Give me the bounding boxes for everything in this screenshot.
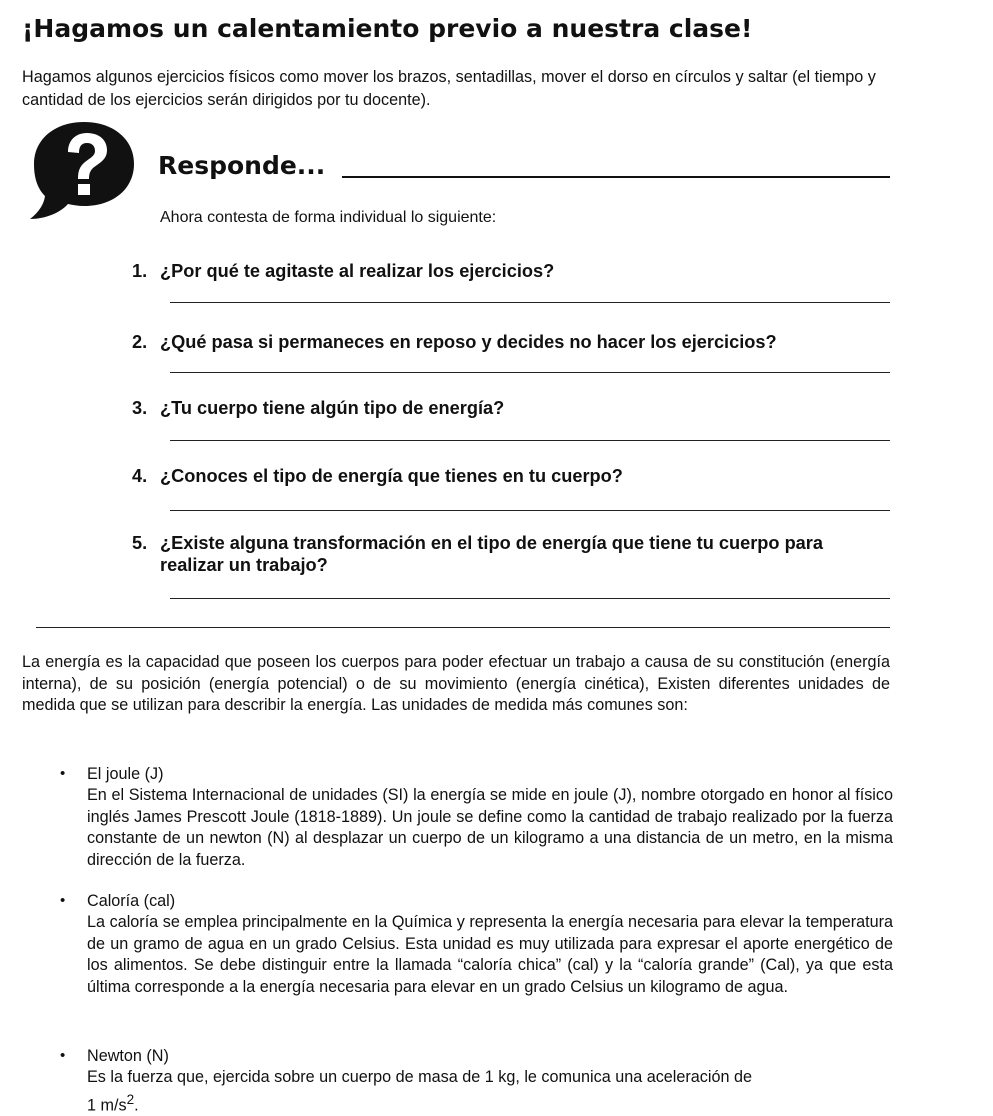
question-text: ¿Existe alguna transformación en el tipo de energía que tiene tu cuerpo para realizar un trabajo? — [160, 533, 823, 575]
unit-newton-description — [87, 1067, 893, 1116]
answer-line-5 — [170, 598, 890, 599]
instruction-text: Ahora contesta de forma individual lo siguiente: — [160, 209, 497, 226]
page-title: ¡Hagamos un calentamiento previo a nuestra clase! — [22, 14, 753, 43]
unit-caloria-title: Caloría (cal) — [87, 892, 176, 910]
unit-newton-title: Newton (N) — [87, 1047, 169, 1065]
responde-answer-line — [342, 176, 890, 178]
question-5 — [132, 532, 890, 576]
bullet-icon: • — [60, 1047, 66, 1064]
unit-caloria-description: La caloría se emplea principalmente en la Química y representa la energía necesaria para elevar la temperatura de un gramo de agua en un grado Celsius. Esta unidad es muy utilizada para expresar el aporte energético de los alimentos. Se debe distinguir entre la llamada “caloría chica” (cal) y la “caloría grande” (Cal), ya que esta última corresponde a la energía necesaria para elevar en un grado Celsius un kilogramo de agua. — [87, 913, 893, 996]
newton-unit-exponent: 2 — [126, 1091, 135, 1107]
energy-paragraph: La energía es la capacidad que poseen los cuerpos para poder efectuar un trabajo a causa de su constitución (energía interna), de su posición (energía potencial) o de su movimiento (energía cinética), Existen diferentes unidades de medida que se utilizan para describir la energía. Las unidades de medida más comunes son: — [22, 653, 890, 714]
question-4 — [132, 465, 623, 487]
newton-unit-value: 1 m/s — [87, 1095, 127, 1114]
answer-line-extra — [36, 627, 890, 628]
question-3 — [132, 397, 504, 419]
question-text: ¿Qué pasa si permaneces en reposo y decides no hacer los ejercicios? — [160, 332, 777, 352]
newton-unit-end: . — [134, 1095, 139, 1114]
question-number: 3. — [132, 398, 148, 418]
question-2 — [132, 331, 777, 353]
intro-text: Hagamos algunos ejercicios físicos como mover los brazos, sentadillas, mover el dorso en círculos y saltar (el tiempo y cantidad de los ejercicios serán dirigidos por tu docente). — [22, 68, 876, 109]
answer-line-2 — [170, 372, 890, 373]
answer-line-3 — [170, 440, 890, 441]
question-number: 1. — [132, 261, 148, 281]
question-text: ¿Por qué te agitaste al realizar los ejercicios? — [160, 261, 555, 281]
answer-line-4 — [170, 510, 890, 511]
bullet-icon: • — [60, 765, 66, 782]
question-number: 5. — [132, 533, 148, 553]
newton-description-text: Es la fuerza que, ejercida sobre un cuerpo de masa de 1 kg, le comunica una aceleración de — [87, 1068, 752, 1086]
question-text: ¿Tu cuerpo tiene algún tipo de energía? — [160, 398, 505, 418]
question-speech-bubble-icon — [28, 118, 140, 222]
question-number: 2. — [132, 332, 148, 352]
unit-joule-title: El joule (J) — [87, 765, 164, 783]
answer-line-1 — [170, 302, 890, 303]
responde-heading: Responde... — [158, 151, 326, 180]
unit-joule-description: En el Sistema Internacional de unidades (SI) la energía se mide en joule (J), nombre otorgado en honor al físico inglés James Prescott Joule (1818-1889). Un joule se define como la cantidad de trabajo realizado por la fuerza constante de un newton (N) al desplazar un cuerpo de un kilogramo a una distancia de un metro, en la misma dirección de la fuerza. — [87, 786, 893, 869]
question-1 — [132, 260, 554, 282]
question-text: ¿Conoces el tipo de energía que tienes en tu cuerpo? — [160, 466, 623, 486]
bullet-icon: • — [60, 892, 66, 909]
question-number: 4. — [132, 466, 148, 486]
